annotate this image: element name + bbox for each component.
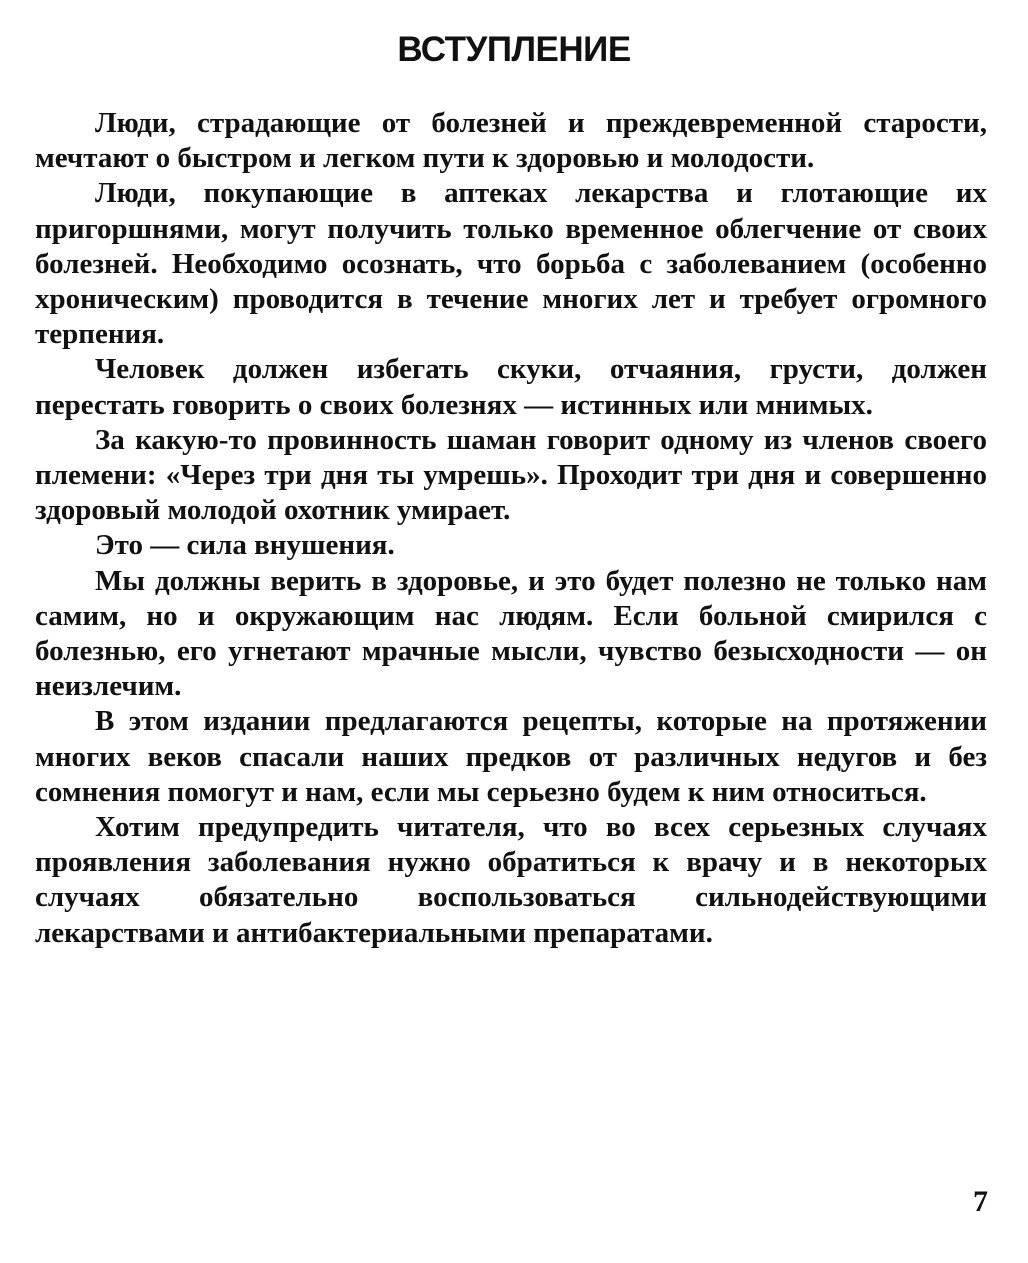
paragraph-6: Мы должны верить в здоровье, и это будет полезно не только нам самим, но и окружающим нас людям. Если больной смирился с болезнью, его угнетают мрачные мысли, чувство безысходности — он неизлечим. [35, 564, 987, 703]
paragraph-3: Человек должен избегать скуки, отчаяния, грусти, должен перестать говорить о своих болезнях — истинных или мнимых. [35, 353, 987, 421]
paragraph-8: Хотим предупредить читателя, что во всех серьезных случаях проявления заболевания нужно обратиться к врачу и в некоторых случаях обязательно воспользоваться сильнодействующими лекарствами и антибактериальными препаратами. [35, 811, 987, 949]
paragraph-4: За какую-то провинность шаман говорит одному из членов своего племени: «Через три дня ты умрешь». Проходит три дня и совершенно здоровый молодой охотник умирает. [35, 423, 987, 527]
paragraph-5: Это — сила внушения. [95, 529, 395, 562]
page-number: 7 [973, 1185, 988, 1218]
paragraph-2: Люди, покупающие в аптеках лекарства и глотающие их пригоршнями, могут получить только временное облегчение от своих болезней. Необходимо осознать, что борьба с заболеванием (особенно хроническим) проводится в течение многих лет и требует огромного терпения. [35, 177, 987, 351]
paragraph-1: Люди, страдающие от болезней и преждевременной старости, мечтают о быстром и легком пути к здоровью и молодости. [35, 107, 987, 175]
paragraph-7: В этом издании предлагаются рецепты, которые на протяжении многих веков спасали наших предков от различных недугов и без сомнения помогут и нам, если мы серьезно будем к ним относиться. [35, 705, 987, 808]
page-title: ВСТУПЛЕНИЕ [397, 30, 631, 69]
body-text [35, 106, 987, 951]
